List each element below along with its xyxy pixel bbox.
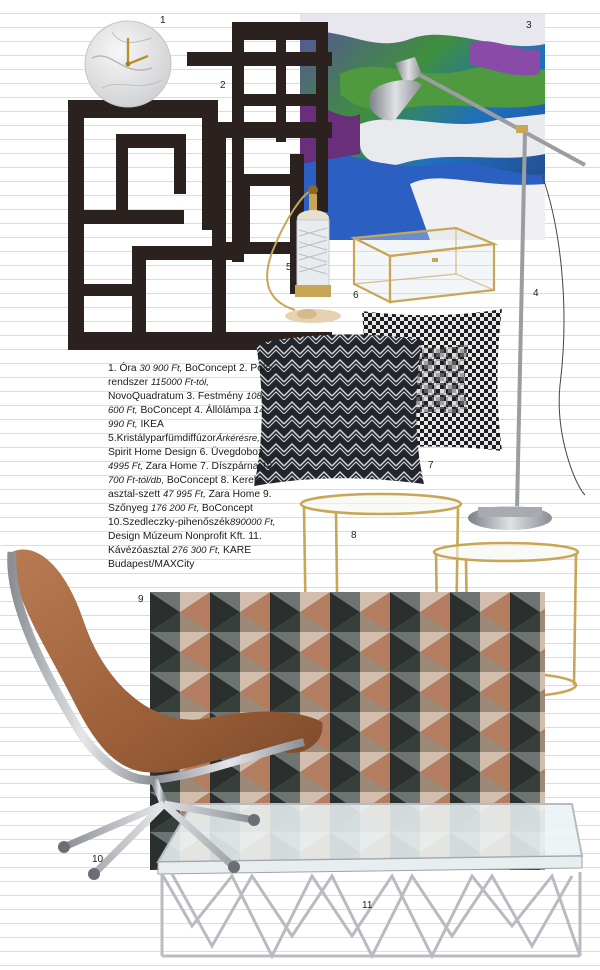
entry-number: 2. (238, 363, 248, 374)
item-number-6: 6 (353, 290, 359, 301)
entry-name: Óra (119, 363, 140, 374)
glass-box-image (348, 210, 498, 310)
entry-shop: Zara Home (205, 489, 263, 500)
cushion-zigzag-image (252, 330, 427, 490)
entry-number: 3. (186, 391, 196, 402)
entry-name: Állólámpa (202, 405, 254, 416)
entry-shop: BoConcept (182, 363, 239, 374)
item-number-11: 11 (362, 900, 373, 911)
entry-shop: BoConcept (199, 503, 253, 514)
entry-price: 14 990 Ft, (108, 405, 265, 430)
item-number-4: 4 (533, 288, 539, 299)
item-number-5: 5 (286, 262, 292, 273)
entry-name: Polc-rendszer (108, 363, 274, 388)
entry-name: Üvegdoboz (208, 447, 264, 458)
product-caption (108, 362, 278, 572)
entry-shop: BoConcept (163, 475, 221, 486)
entry-shop: IKEA (137, 419, 164, 430)
entry-shop: KARE Budapest/MAXCity (108, 545, 252, 570)
entry-price: 276 300 Ft, (172, 545, 221, 556)
entry-number: 4. (194, 405, 203, 416)
entry-price: 108 600 Ft, (108, 391, 262, 416)
entry-number: 1. (108, 363, 117, 374)
item-number-9: 9 (138, 594, 144, 605)
entry-number: 6. (199, 447, 209, 458)
item-number-1: 1 (160, 15, 166, 26)
entry-shop: BoConcept (137, 405, 195, 416)
entry-price: 47 995 Ft, (162, 489, 206, 500)
entry-name: Szedleczky-pihenőszék (122, 517, 230, 528)
entry-price: 115000 Ft-tól, (150, 377, 209, 388)
entry-name: Kerek-asztal-szett (108, 475, 263, 500)
item-number-2: 2 (220, 80, 226, 91)
entry-number: 11. (248, 531, 262, 542)
item-number-10: 10 (92, 854, 104, 865)
item-number-7: 7 (428, 460, 434, 471)
entry-name: Kristályparfümdiffúzor (116, 433, 216, 444)
entry-number: 5. (108, 433, 117, 444)
entry-price: 19 700 Ft-tól/db, (108, 461, 272, 486)
entry-number: 7. (200, 461, 209, 472)
entry-price: 30 900 Ft, (139, 363, 183, 374)
caption-entry-1 (108, 363, 239, 374)
entry-name: Díszpárna (208, 461, 262, 472)
entry-shop: Design Múzeum Nonprofit Kft. (108, 531, 249, 542)
entry-name: Festmény (195, 391, 246, 402)
entry-number: 10. (108, 517, 123, 528)
clock-image (82, 18, 174, 110)
entry-number: 8. (220, 475, 230, 486)
entry-shop: NovoQuadratum (108, 391, 187, 402)
entry-price: 890000 Ft, (229, 517, 276, 528)
entry-shop: Zara Home (142, 461, 201, 472)
entry-price: Árkérésre, (215, 433, 260, 444)
entry-name: Kávézóasztal (108, 545, 173, 556)
entry-number: 9. (262, 489, 272, 500)
lounge-chair-image (4, 542, 334, 887)
entry-price: 176 200 Ft, (150, 503, 199, 514)
item-number-8: 8 (351, 530, 357, 541)
entry-name: Szőnyeg (108, 503, 151, 514)
entry-shop: Spirit Home Design (108, 447, 200, 458)
entry-price: 4995 Ft, (108, 461, 143, 472)
item-number-3: 3 (526, 20, 532, 31)
diffuser-image (255, 180, 355, 340)
